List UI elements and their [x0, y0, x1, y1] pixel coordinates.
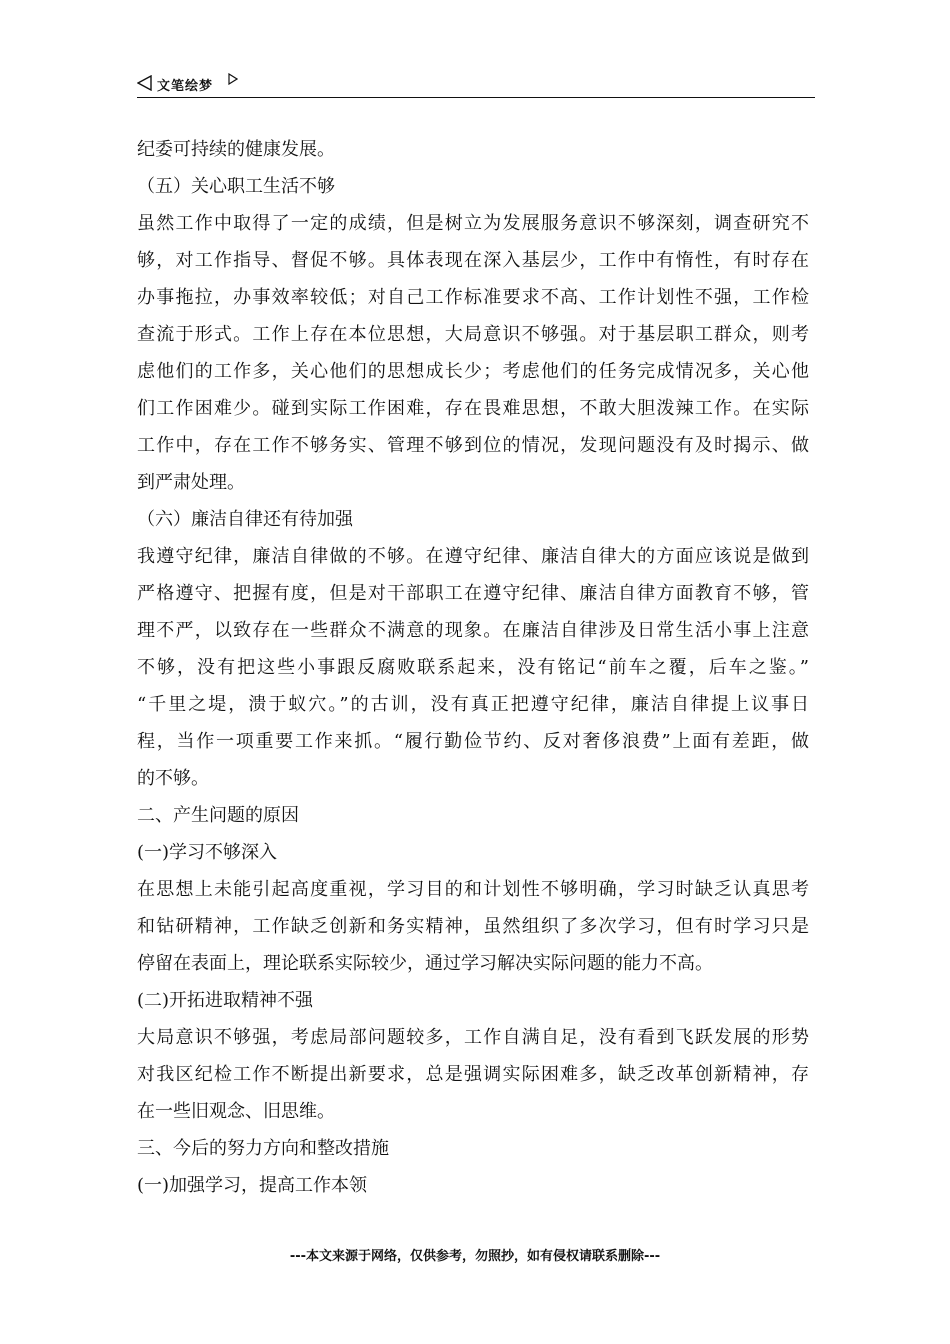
text-line: 虑他们的工作多，关心他们的思想成长少；考虑他们的任务完成情况多，关心他 — [137, 361, 809, 382]
section-heading: (一)学习不够深入 — [137, 842, 278, 863]
footer-notice: ---本文来源于网络，仅供参考，勿照抄，如有侵权请联系删除--- — [289, 1249, 661, 1264]
section-heading: （五）关心职工生活不够 — [137, 176, 335, 197]
text-line: 严格遵守、把握有度，但是对干部职工在遵守纪律、廉洁自律方面教育不够，管 — [137, 583, 809, 604]
text-line: 我遵守纪律，廉洁自律做的不够。在遵守纪律、廉洁自律大的方面应该说是做到 — [137, 546, 809, 567]
text-line: 理不严，以致存在一些群众不满意的现象。在廉洁自律涉及日常生活小事上注意 — [137, 620, 809, 641]
triangle-left-icon — [137, 75, 152, 91]
page-header — [137, 72, 815, 98]
text-line: 工作中，存在工作不够务实、管理不够到位的情况，发现问题没有及时揭示、做 — [137, 435, 809, 456]
section-heading: 二、产生问题的原因 — [137, 805, 299, 826]
text-line: 程，当作一项重要工作来抓。“履行勤俭节约、反对奢侈浪费”上面有差距，做 — [137, 731, 809, 752]
section-heading: (二)开拓进取精神不强 — [137, 990, 314, 1011]
text-line: 们工作困难少。碰到实际工作困难，存在畏难思想，不敢大胆泼辣工作。在实际 — [137, 398, 809, 419]
header-divider — [137, 97, 815, 98]
text-line: 纪委可持续的健康发展。 — [137, 139, 335, 160]
text-line: 对我区纪检工作不断提出新要求，总是强调实际困难多，缺乏改革创新精神，存 — [137, 1064, 809, 1085]
brand-title: 文笔绘梦 — [157, 79, 214, 94]
text-line: 大局意识不够强，考虑局部问题较多，工作自满自足，没有看到飞跃发展的形势 — [137, 1027, 809, 1048]
text-line: 够，对工作指导、督促不够。具体表现在深入基层少，工作中有惰性，有时存在 — [137, 250, 809, 271]
section-heading: （六）廉洁自律还有待加强 — [137, 509, 353, 530]
text-line: “千里之堤，溃于蚁穴。”的古训，没有真正把遵守纪律，廉洁自律提上议事日 — [137, 694, 809, 715]
text-line: 在思想上未能引起高度重视，学习目的和计划性不够明确，学习时缺乏认真思考 — [137, 879, 809, 900]
text-line: 查流于形式。工作上存在本位思想，大局意识不够强。对于基层职工群众，则考 — [137, 324, 809, 345]
text-line: 和钻研精神，工作缺乏创新和务实精神，虽然组织了多次学习，但有时学习只是 — [137, 916, 809, 937]
text-line: 到严肃处理。 — [137, 472, 245, 493]
text-line: 虽然工作中取得了一定的成绩，但是树立为发展服务意识不够深刻，调查研究不 — [137, 213, 809, 234]
text-line: 的不够。 — [137, 768, 209, 789]
document-body — [137, 131, 809, 1204]
section-heading: (一)加强学习，提高工作本领 — [137, 1175, 368, 1196]
text-line: 停留在表面上，理论联系实际较少，通过学习解决实际问题的能力不高。 — [137, 953, 713, 974]
text-line: 在一些旧观念、旧思维。 — [137, 1101, 335, 1122]
text-line: 办事拖拉，办事效率较低；对自己工作标准要求不高、工作计划性不强，工作检 — [137, 287, 809, 308]
text-line: 不够，没有把这些小事跟反腐败联系起来，没有铭记“前车之覆，后车之鉴。” — [137, 657, 809, 678]
triangle-right-icon — [228, 73, 238, 85]
section-heading: 三、今后的努力方向和整改措施 — [137, 1138, 389, 1159]
